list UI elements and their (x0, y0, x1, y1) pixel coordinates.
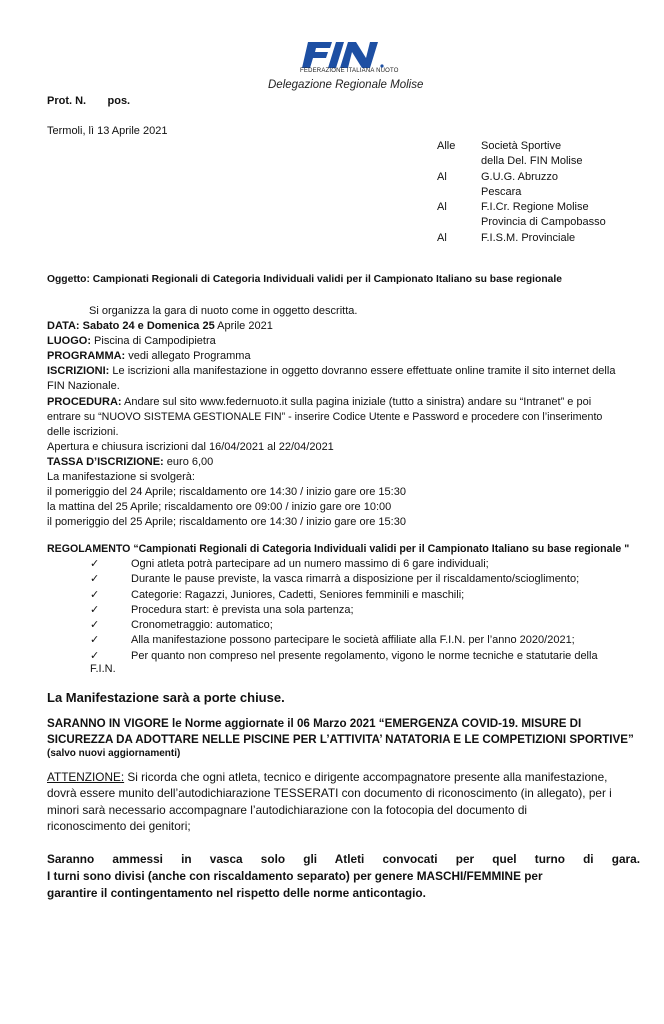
intro-text: Si organizza la gara di nuoto come in oggetto descritta. (89, 305, 358, 317)
fin-logo (302, 40, 386, 70)
schedule-line: il pomeriggio del 24 Aprile; riscaldamento ore 14:30 / inizio gare ore 15:30 (47, 486, 406, 499)
data-value: Sabato 24 e Domenica 25 (79, 320, 215, 333)
closed-doors-notice: La Manifestazione sarà a porte chiuse. (47, 690, 285, 705)
programma-label: PROGRAMMA: (47, 350, 126, 363)
recipient-1 (437, 139, 606, 154)
recipient-line: Provincia di Campobasso (481, 216, 606, 229)
list-item (90, 557, 650, 572)
list-item (90, 603, 650, 618)
recipient-line: F.I.Cr. Regione Molise (481, 201, 589, 214)
iscrizioni-text: FIN Nazionale. (47, 380, 120, 393)
tassa-label: TASSA D’ISCRIZIONE: (47, 455, 164, 468)
luogo-label: LUOGO: (47, 335, 91, 348)
programma-value: vedi allegato Programma (125, 350, 251, 363)
covid-note: (salvo nuovi aggiornamenti) (47, 748, 181, 759)
list-item (90, 572, 650, 587)
attenzione-text: minori sarà necessario accompagnare l’autodichiarazione con la fotocopia del documento di (47, 802, 528, 817)
attenzione-line (47, 769, 657, 785)
list-item-text: Alla manifestazione possono partecipare le società affiliate alla F.I.N. per l’anno 2020/2021; (131, 634, 575, 647)
schedule-line: il pomeriggio del 25 Aprile; riscaldamento ore 14:30 / inizio gare ore 15:30 (47, 516, 406, 529)
procedura-line (47, 395, 647, 410)
attenzione-text: Si ricorda che ogni atleta, tecnico e dirigente accompagnatore presente alla manifestazione, (124, 770, 608, 784)
programma-line (47, 349, 647, 364)
check-icon: ✓ (90, 603, 100, 616)
data-line (47, 319, 647, 334)
recipients (437, 139, 606, 246)
closing-line: Saranno ammessi in vasca solo gli Atleti convocati per quel turno di gara. (47, 852, 640, 866)
logo-subtitle: FEDERAZIONE ITALIANA NUOTO (300, 68, 399, 74)
attenzione-text: riconoscimento dei genitori; (47, 819, 191, 834)
attenzione-text: dovrà essere munito dell’autodichiarazione TESSERATI con documento di riconoscimento (in allegato), per i (47, 786, 612, 801)
regolamento-list (90, 557, 650, 664)
data-value-rest: Aprile 2021 (214, 320, 273, 333)
place-date: Termoli, lì 13 Aprile 2021 (47, 125, 168, 137)
recipient-line: Pescara (481, 185, 522, 198)
recipient-line: Società Sportive (481, 140, 562, 152)
protocol-line: Prot. N. pos. (47, 95, 131, 107)
check-icon: ✓ (90, 588, 100, 601)
recipient-prefix: Al (437, 231, 447, 244)
attenzione-block (47, 769, 657, 835)
check-icon: ✓ (90, 558, 100, 570)
list-item (90, 649, 650, 664)
iscrizioni-text: Le iscrizioni alla manifestazione in oggetto dovranno essere effettuate online tramite il sito internet della (109, 365, 616, 378)
procedura-text: entrare su “NUOVO SISTEMA GESTIONALE FIN” - inserire Codice Utente e Password e procedere con l’inserimento (47, 410, 603, 423)
list-item (90, 588, 650, 603)
regolamento-tail: F.I.N. (90, 663, 116, 675)
delegation-name: Delegazione Regionale Molise (268, 79, 424, 91)
recipient-3 (437, 200, 606, 215)
list-item-text: Durante le pause previste, la vasca rimarrà a disposizione per il riscaldamento/scioglimento; (131, 573, 580, 586)
list-item-text: Categorie: Ragazzi, Juniores, Cadetti, Seniores femminili e maschili; (131, 588, 465, 601)
closing-line: I turni sono divisi (anche con riscaldamento separato) per genere MASCHI/FEMMINE per (47, 869, 543, 883)
recipient-line: G.U.G. Abruzzo (481, 170, 559, 183)
apertura-text: Apertura e chiusura iscrizioni dal 16/04/2021 al 22/04/2021 (47, 440, 334, 453)
recipient-2 (437, 170, 606, 185)
luogo-line (47, 334, 647, 349)
procedura-label: PROCEDURA: (47, 395, 122, 408)
list-item-text: Cronometraggio: automatico; (131, 619, 273, 632)
list-item (90, 633, 650, 648)
regolamento-title: REGOLAMENTO “Campionati Regionali di Categoria Individuali validi per il Campionato Italiano su base regionale " (47, 543, 630, 555)
list-item-text: Per quanto non compreso nel presente regolamento, vigono le norme tecniche e statutarie della (131, 649, 598, 662)
body-info (47, 304, 647, 530)
list-item (90, 618, 650, 633)
attenzione-label: ATTENZIONE: (47, 770, 125, 784)
recipient-prefix: Al (437, 170, 447, 183)
luogo-value: Piscina di Campodipietra (91, 335, 216, 348)
subject-line: Oggetto: Campionati Regionali di Categoria Individuali validi per il Campionato Italiano su base regionale (47, 274, 562, 285)
tassa-value: euro 6,00 (163, 455, 214, 468)
recipient-prefix: Al (437, 201, 447, 214)
covid-line-2: SICUREZZA DA ADOTTARE NELLE PISCINE PER L’ATTIVITA’ NATATORIA E LE COMPETIZIONI SPORTIVE” (47, 733, 634, 746)
iscrizioni-label: ISCRIZIONI: (47, 365, 110, 378)
list-item-text: Ogni atleta potrà partecipare ad un numero massimo di 6 gare individuali; (131, 558, 489, 570)
closing-block (47, 851, 640, 902)
check-icon: ✓ (90, 634, 100, 647)
check-icon: ✓ (90, 649, 100, 662)
schedule-intro: La manifestazione si svolgerà: (47, 471, 195, 484)
recipient-4 (437, 231, 606, 246)
schedule-line: la mattina del 25 Aprile; riscaldamento ore 09:00 / inizio gare ore 10:00 (47, 501, 392, 514)
recipient-prefix: Alle (437, 140, 456, 152)
iscrizioni-line (47, 364, 647, 379)
data-label: DATA: (47, 320, 80, 333)
list-item-text: Procedura start: è prevista una sola partenza; (131, 603, 354, 616)
tassa-line (47, 455, 647, 470)
recipient-line: F.I.S.M. Provinciale (481, 231, 576, 244)
check-icon: ✓ (90, 573, 100, 586)
closing-line: garantire il contingentamento nel rispetto delle norme anticontagio. (47, 886, 426, 900)
covid-line-1: SARANNO IN VIGORE le Norme aggiornate il 06 Marzo 2021 “EMERGENZA COVID-19. MISURE DI (47, 717, 582, 730)
procedura-text: Andare sul sito www.federnuoto.it sulla pagina iniziale (tutto a sinistra) andare su “Intranet” e poi (121, 395, 592, 408)
procedura-text: delle iscrizioni. (47, 425, 119, 438)
recipient-line: della Del. FIN Molise (481, 155, 583, 168)
check-icon: ✓ (90, 619, 100, 632)
